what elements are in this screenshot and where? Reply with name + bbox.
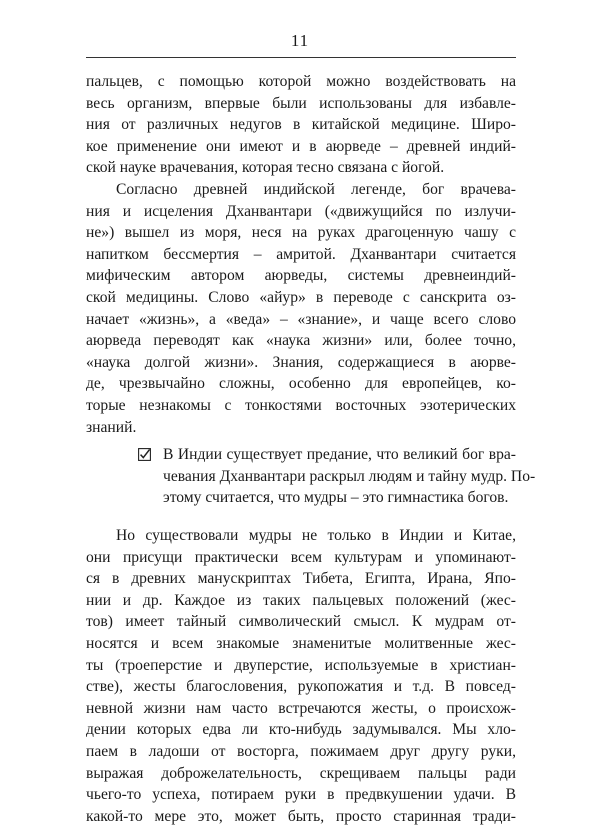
text-line: дении которых едва ли кто-нибудь задумывался. Мы хло- <box>86 721 516 739</box>
text-line: ния и исцеления Дханвантари («движущийся по излучи- <box>86 202 516 220</box>
text-line: ния от различных недугов в китайской медицине. Широ- <box>86 116 516 134</box>
text-line: носятся и всем знакомые знаменитые молитвенные жес- <box>86 635 516 652</box>
text-line: ской науке врачевания, которая тесно связана с йогой. <box>86 159 445 177</box>
text-line: Согласно древней индийской легенде, бог врачева- <box>116 181 516 198</box>
text-line: ты (троеперстие и двуперстие, используемые в христиан- <box>86 656 516 674</box>
text-line: торые незнакомы с тонкостями восточных эзотерических <box>86 397 516 414</box>
text-line: пальцев, с помощью которой можно воздействовать на <box>86 73 516 90</box>
text-line: начает «жизнь», а «веда» – «знание», и чаще всего слово <box>86 310 516 328</box>
text-line: тов) имеет тайный символический смысл. К мудрам от- <box>86 613 516 631</box>
text-line: знаний. <box>86 418 137 436</box>
text-line: де, чрезвычайно сложны, особенно для европейцев, ко- <box>86 375 516 393</box>
text-line: чьего-то успеха, потираем руки в предвкушении удачи. В <box>86 786 516 804</box>
page-number: 11 <box>290 31 310 50</box>
text-line: напитком бессмертия – амритой. Дханвантари считается <box>86 245 516 263</box>
note-line: этому считается, что мудры – это гимнастика богов. <box>163 489 509 507</box>
text-line: «наука долгой жизни». Знания, содержащиеся в аюрве- <box>86 353 516 371</box>
text-line: они присущи практически всем культурам и упоминают- <box>86 548 516 566</box>
header-rule <box>86 57 516 58</box>
checkbox-icon <box>138 448 151 461</box>
text-line: какой-то мере это, может быть, просто старинная тради- <box>86 807 516 825</box>
text-line: выражая доброжелательность, скрещиваем пальцы ради <box>86 764 516 782</box>
text-line: ской медицины. Слово «айур» в переводе с санскрита оз- <box>86 289 516 306</box>
text-line: стве), жесты благословения, рукопожатия и т.д. В повсед- <box>86 678 516 696</box>
text-line: Но существовали мудры не только в Индии и Китае, <box>116 527 516 544</box>
text-line: не») вышел из моря, неся на руках драгоценную чашу с <box>86 224 516 242</box>
text-line: паем в ладоши от восторга, пожимаем друг другу руки, <box>86 743 516 760</box>
text-line: нии и др. Каждое из таких пальцевых положений (жес- <box>86 591 516 609</box>
text-line: кое применение они имеют и в аюрведе – древней индий- <box>86 137 516 155</box>
text-line: весь организм, впервые были использованы для избавле- <box>86 94 516 112</box>
text-line: ся в древних манускриптах Тибета, Египта, Ирана, Япо- <box>86 570 516 588</box>
text-line: мифическим автором аюрведы, системы древнеиндий- <box>86 267 516 285</box>
text-line: невной жизни нам часто встречаются жесты, о происхож- <box>86 699 516 717</box>
note-line: чевания Дханвантари раскрыл людям и тайну мудр. По- <box>163 467 536 485</box>
note-line: В Индии существует предание, что великий бог вра- <box>163 446 516 464</box>
text-line: аюрведа переводят как «наука жизни» или, более точно, <box>86 332 516 350</box>
